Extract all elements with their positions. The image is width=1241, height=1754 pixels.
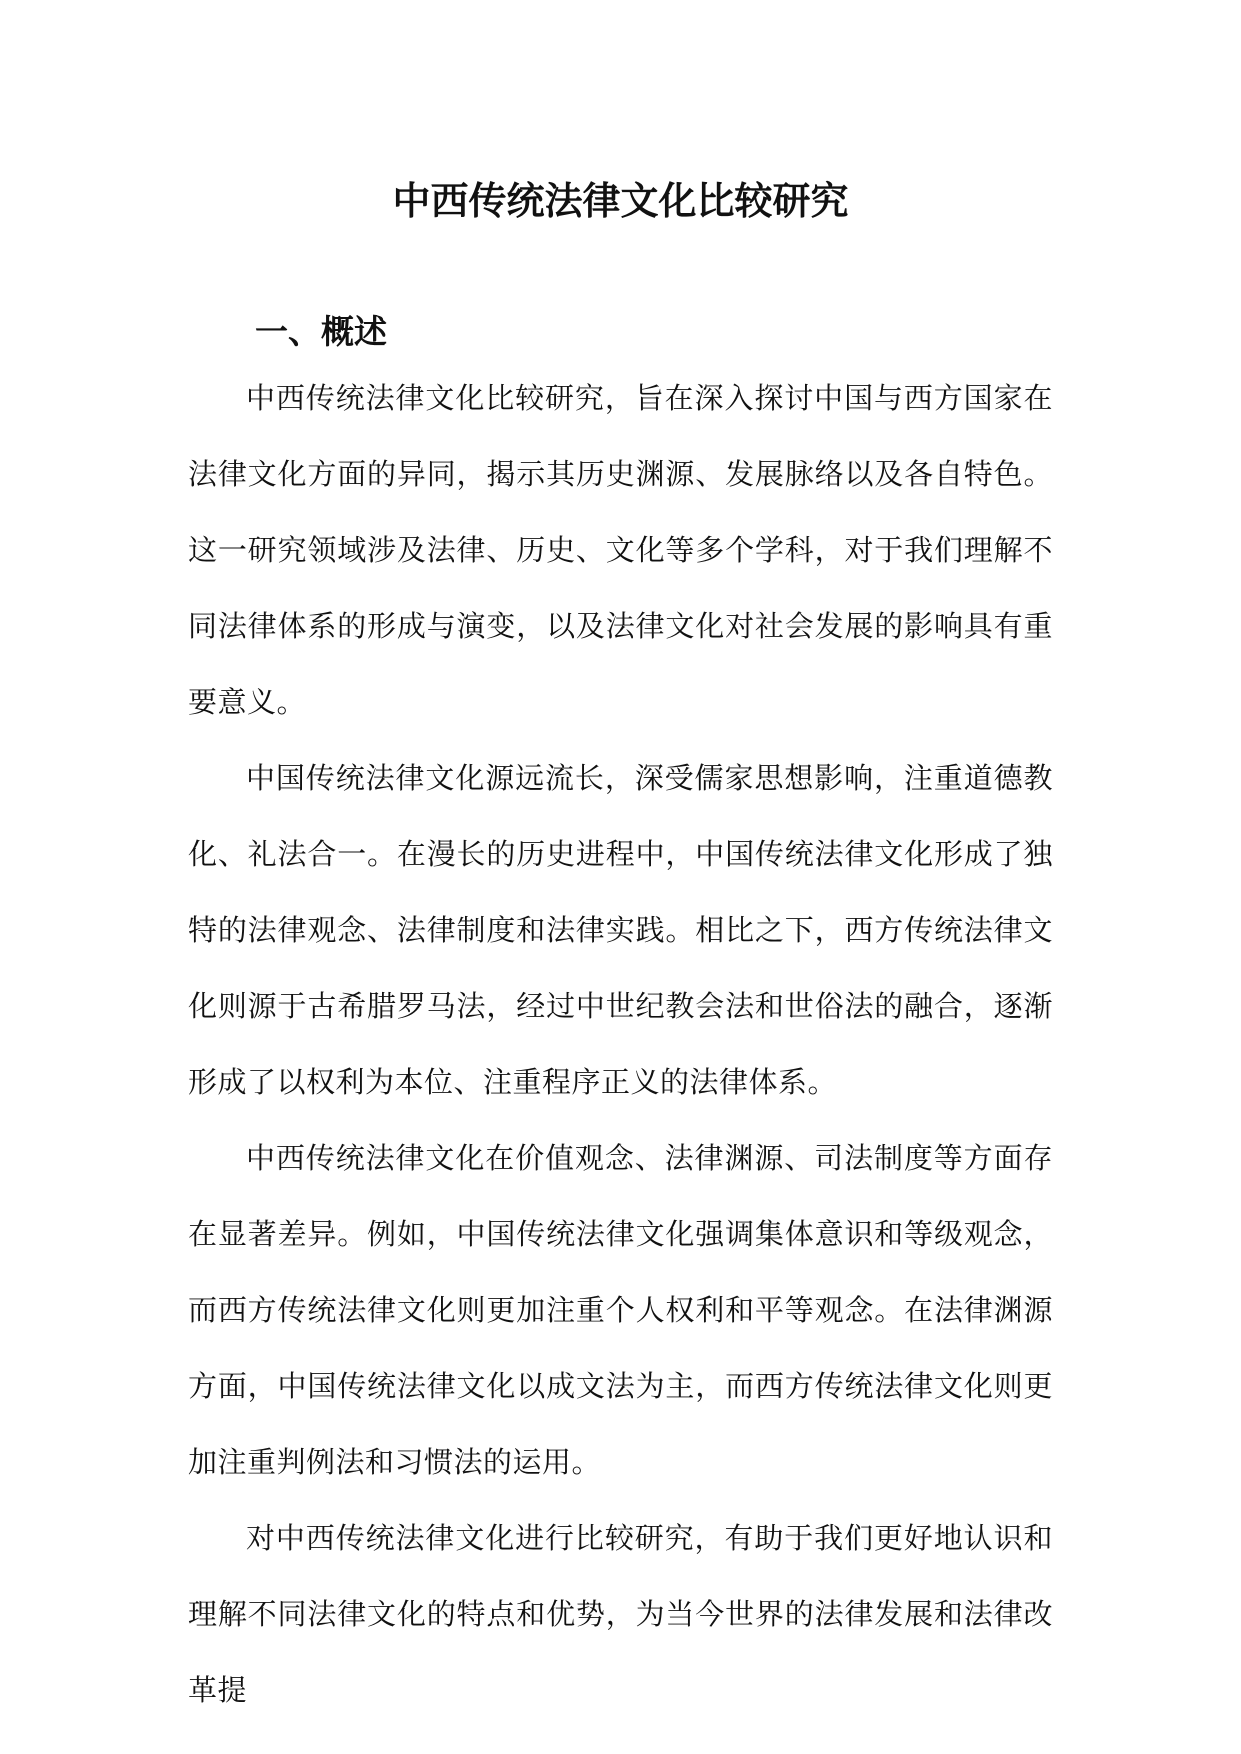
paragraph-overview-4: 对中西传统法律文化进行比较研究，有助于我们更好地认识和理解不同法律文化的特点和优势，为当今世界的法律发展和法律改革提 [188, 1521, 1053, 1707]
paragraph-overview-3: 中西传统法律文化在价值观念、法律渊源、司法制度等方面存在显著差异。例如，中国传统法律文化强调集体意识和等级观念，而西方传统法律文化则更加注重个人权利和平等观念。在法律渊源方面，中国传统法律文化以成文法为主，而西方传统法律文化则更加注重判例法和习惯法的运用。 [188, 1141, 1053, 1479]
document-body [188, 360, 1053, 1728]
paragraph-overview-2: 中国传统法律文化源远流长，深受儒家思想影响，注重道德教化、礼法合一。在漫长的历史进程中，中国传统法律文化形成了独特的法律观念、法律制度和法律实践。相比之下，西方传统法律文化则源于古希腊罗马法，经过中世纪教会法和世俗法的融合，逐渐形成了以权利为本位、注重程序正义的法律体系。 [188, 761, 1053, 1099]
document-title: 中西传统法律文化比较研究 [392, 178, 849, 224]
paragraph-overview-1: 中西传统法律文化比较研究，旨在深入探讨中国与西方国家在法律文化方面的异同，揭示其历史渊源、发展脉络以及各自特色。这一研究领域涉及法律、历史、文化等多个学科，对于我们理解不同法律体系的形成与演变，以及法律文化对社会发展的影响具有重要意义。 [188, 381, 1053, 719]
section-heading: 一、概述 [255, 312, 387, 352]
